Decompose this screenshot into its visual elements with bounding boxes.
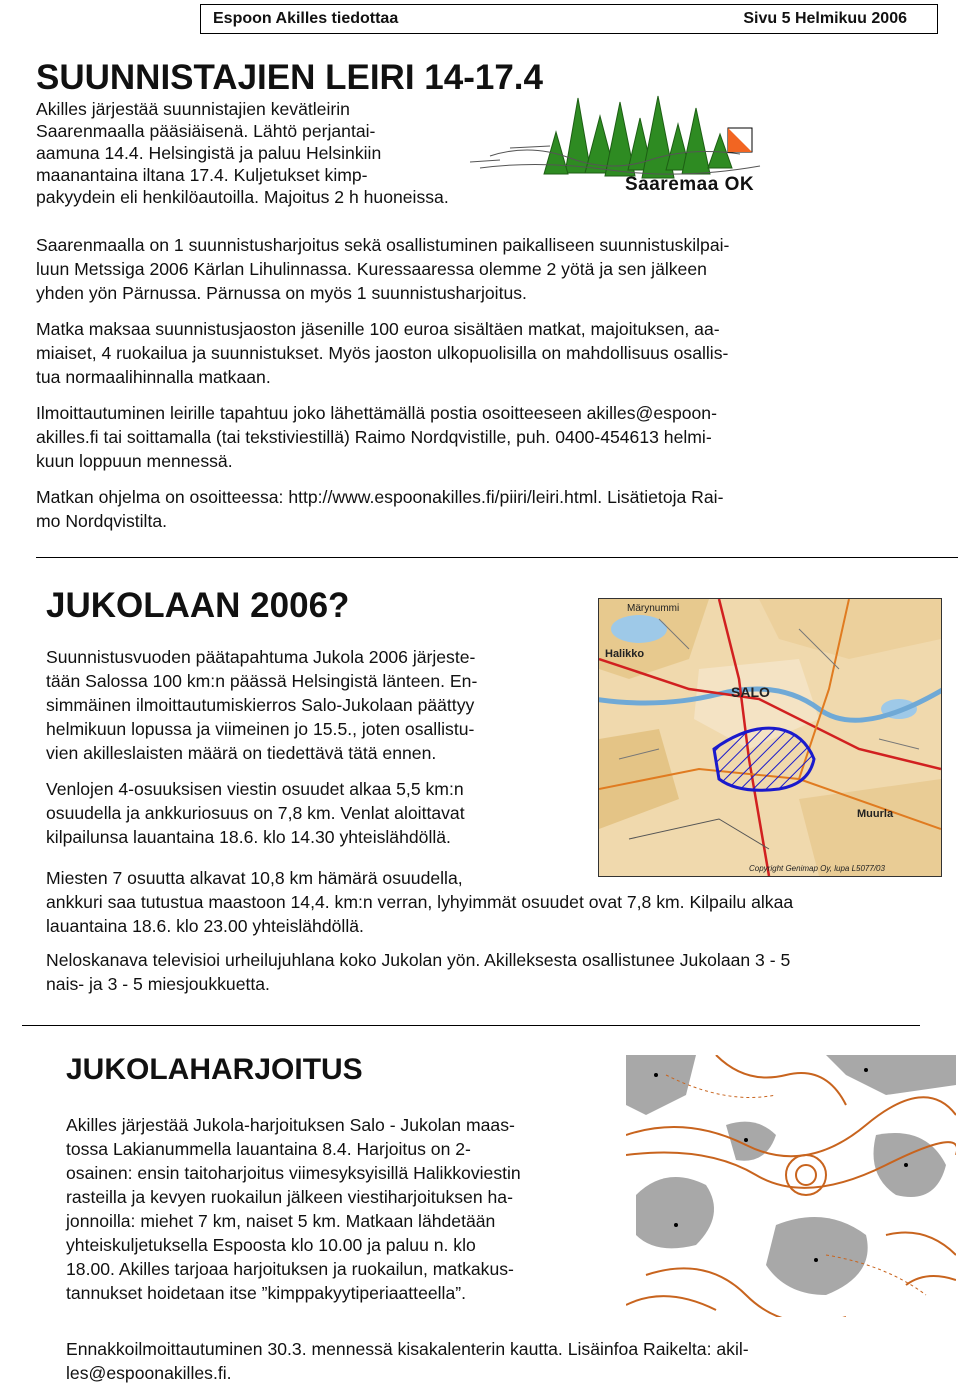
line: Miesten 7 osuutta alkavat 10,8 km hämärä osuudella, xyxy=(46,868,463,888)
jukola-body xyxy=(46,645,606,849)
paragraph xyxy=(46,645,606,765)
harjoitus-body xyxy=(66,1113,626,1305)
paragraph xyxy=(36,233,916,305)
paragraph xyxy=(36,317,916,389)
paragraph xyxy=(36,485,916,533)
orienteering-map xyxy=(626,1055,956,1317)
line: luun Metssiga 2006 Kärlan Lihulinnassa. Kuressaaressa olemme 2 yötä ja sen jälkeen xyxy=(36,259,707,279)
line: lauantaina 18.6. klo 23.00 yhteislähdöllä. xyxy=(46,916,364,936)
intro-line: maanantaina iltana 17.4. Kuljetukset kimp- xyxy=(36,165,368,185)
line: 18.00. Akilles tarjoaa harjoituksen ja ruokailun, matkakus- xyxy=(66,1259,514,1279)
line: ankkuri saa tutustua maastoon 14,4. km:n verran, lyhyimmät osuudet ovat 7,8 km. Kilpailu alkaa xyxy=(46,892,794,912)
line: tannukset hoidetaan itse ”kimppakyytiperiaatteella”. xyxy=(66,1283,466,1303)
map-label: Muurla xyxy=(857,808,894,820)
paragraph xyxy=(36,401,916,473)
line: osuudella ja ankkuriosuus on 7,8 km. Venlat aloittavat xyxy=(46,803,465,823)
line: Neloskanava televisioi urheilujuhlana koko Jukolan yön. Akilleksesta osallistunee Jukolaan 3 - 5 xyxy=(46,950,791,970)
intro-line: aamuna 14.4. Helsingistä ja paluu Helsinkiin xyxy=(36,143,382,163)
harjoitus-footer xyxy=(66,1337,946,1385)
line: simmäinen ilmoittautumiskierros Salo-Jukolaan päättyy xyxy=(46,695,475,715)
line: tua normaalihinnalla matkaan. xyxy=(36,367,271,387)
line: Matkan ohjelma on osoitteessa: http://www.espoonakilles.fi/piiri/leiri.html. Lisätietoja Rai- xyxy=(36,487,724,507)
line: tään Salossa 100 km:n päässä Helsingistä länteen. En- xyxy=(46,671,478,691)
intro-line: pakyydein eli henkilöautoilla. Majoitus 2 h huoneissa. xyxy=(36,187,449,207)
leiri-title: SUUNNISTAJIEN LEIRI 14-17.4 xyxy=(36,58,543,97)
map-label: Halikko xyxy=(605,648,645,660)
paragraph xyxy=(46,948,960,996)
map-copyright: Copyright Genimap Oy, lupa L5077/03 xyxy=(749,864,885,873)
line: jonnoilla: miehet 7 km, naiset 5 km. Matkaan lähdetään xyxy=(66,1211,496,1231)
line: Ilmoittautuminen leirille tapahtuu joko lähettämällä postia osoitteeseen akilles@espoon- xyxy=(36,403,717,423)
line: Saarenmaalla on 1 suunnistusharjoitus sekä osallistuminen paikalliseen suunnistuskilpai- xyxy=(36,235,730,255)
line: kilpailunsa lauantaina 18.6. klo 14.30 yhteislähdöllä. xyxy=(46,827,451,847)
paragraph xyxy=(46,777,606,849)
logo-label: Saaremaa OK xyxy=(625,174,755,195)
line: Venlojen 4-osuuksisen viestin osuudet alkaa 5,5 km:n xyxy=(46,779,464,799)
jukola-title: JUKOLAAN 2006? xyxy=(46,586,350,625)
saaremaa-ok-logo xyxy=(470,88,770,198)
line: yhteiskuljetuksella Espoosta klo 10.00 ja paluu n. klo xyxy=(66,1235,476,1255)
line: Ennakkoilmoittautuminen 30.3. mennessä kisakalenterin kautta. Lisäinfoa Raikelta: akil- xyxy=(66,1339,749,1359)
newsletter-header xyxy=(200,4,938,34)
jukola-body-wide xyxy=(46,866,960,996)
line: rasteilla ja kevyen ruokailun jälkeen viestiharjoituksen ha- xyxy=(66,1187,513,1207)
line: nais- ja 3 - 5 miesjoukkuetta. xyxy=(46,974,270,994)
newsletter-name: Espoon Akilles tiedottaa xyxy=(213,10,399,27)
map-label: SALO xyxy=(731,684,770,700)
line: Matka maksaa suunnistusjaoston jäsenille 100 euroa sisältäen matkat, majoituksen, aa- xyxy=(36,319,720,339)
map-graphic xyxy=(599,599,941,876)
line: akilles.fi tai soittamalla (tai tekstiviestillä) Raimo Nordqvistille, puh. 0400-454613 helmi- xyxy=(36,427,712,447)
intro-line: Akilles järjestää suunnistajien kevätleirin xyxy=(36,99,350,119)
line: helmikuun lopussa ja viimeinen jo 15.5., joten osallistu- xyxy=(46,719,475,739)
section-divider xyxy=(22,1025,920,1026)
line: les@espoonakilles.fi. xyxy=(66,1363,232,1383)
map-label: Märynummi xyxy=(627,603,680,614)
line: yhden yön Pärnussa. Pärnussa on myös 1 suunnistusharjoitus. xyxy=(36,283,527,303)
line: osainen: ensin taitoharjoitus viimesyksyisillä Halikkoviestin xyxy=(66,1163,521,1183)
leiri-body xyxy=(36,233,916,533)
line: vien akilleslaisten määrä on tiedettävä tätä ennen. xyxy=(46,743,437,763)
section-divider xyxy=(36,557,958,558)
line: kuun loppuun mennessä. xyxy=(36,451,233,471)
harjoitus-title: JUKOLAHARJOITUS xyxy=(66,1053,363,1086)
line: mo Nordqvistilta. xyxy=(36,511,168,531)
orienteering-flag-icon xyxy=(728,128,752,152)
line: tossa Lakianummella lauantaina 8.4. Harjoitus on 2- xyxy=(66,1139,471,1159)
orienteering-map-graphic xyxy=(626,1055,956,1317)
line: Suunnistusvuoden päätapahtuma Jukola 2006 järjeste- xyxy=(46,647,476,667)
line: miaiset, 4 ruokailua ja suunnistukset. Myös jaoston ulkopuolisilla on mahdollisuus osallis- xyxy=(36,343,729,363)
salo-area-map xyxy=(598,598,942,877)
line: Akilles järjestää Jukola-harjoituksen Salo - Jukolan maas- xyxy=(66,1115,515,1135)
page-date: Sivu 5 Helmikuu 2006 xyxy=(743,10,907,27)
intro-line: Saarenmaalla pääsiäisenä. Lähtö perjantai- xyxy=(36,121,376,141)
